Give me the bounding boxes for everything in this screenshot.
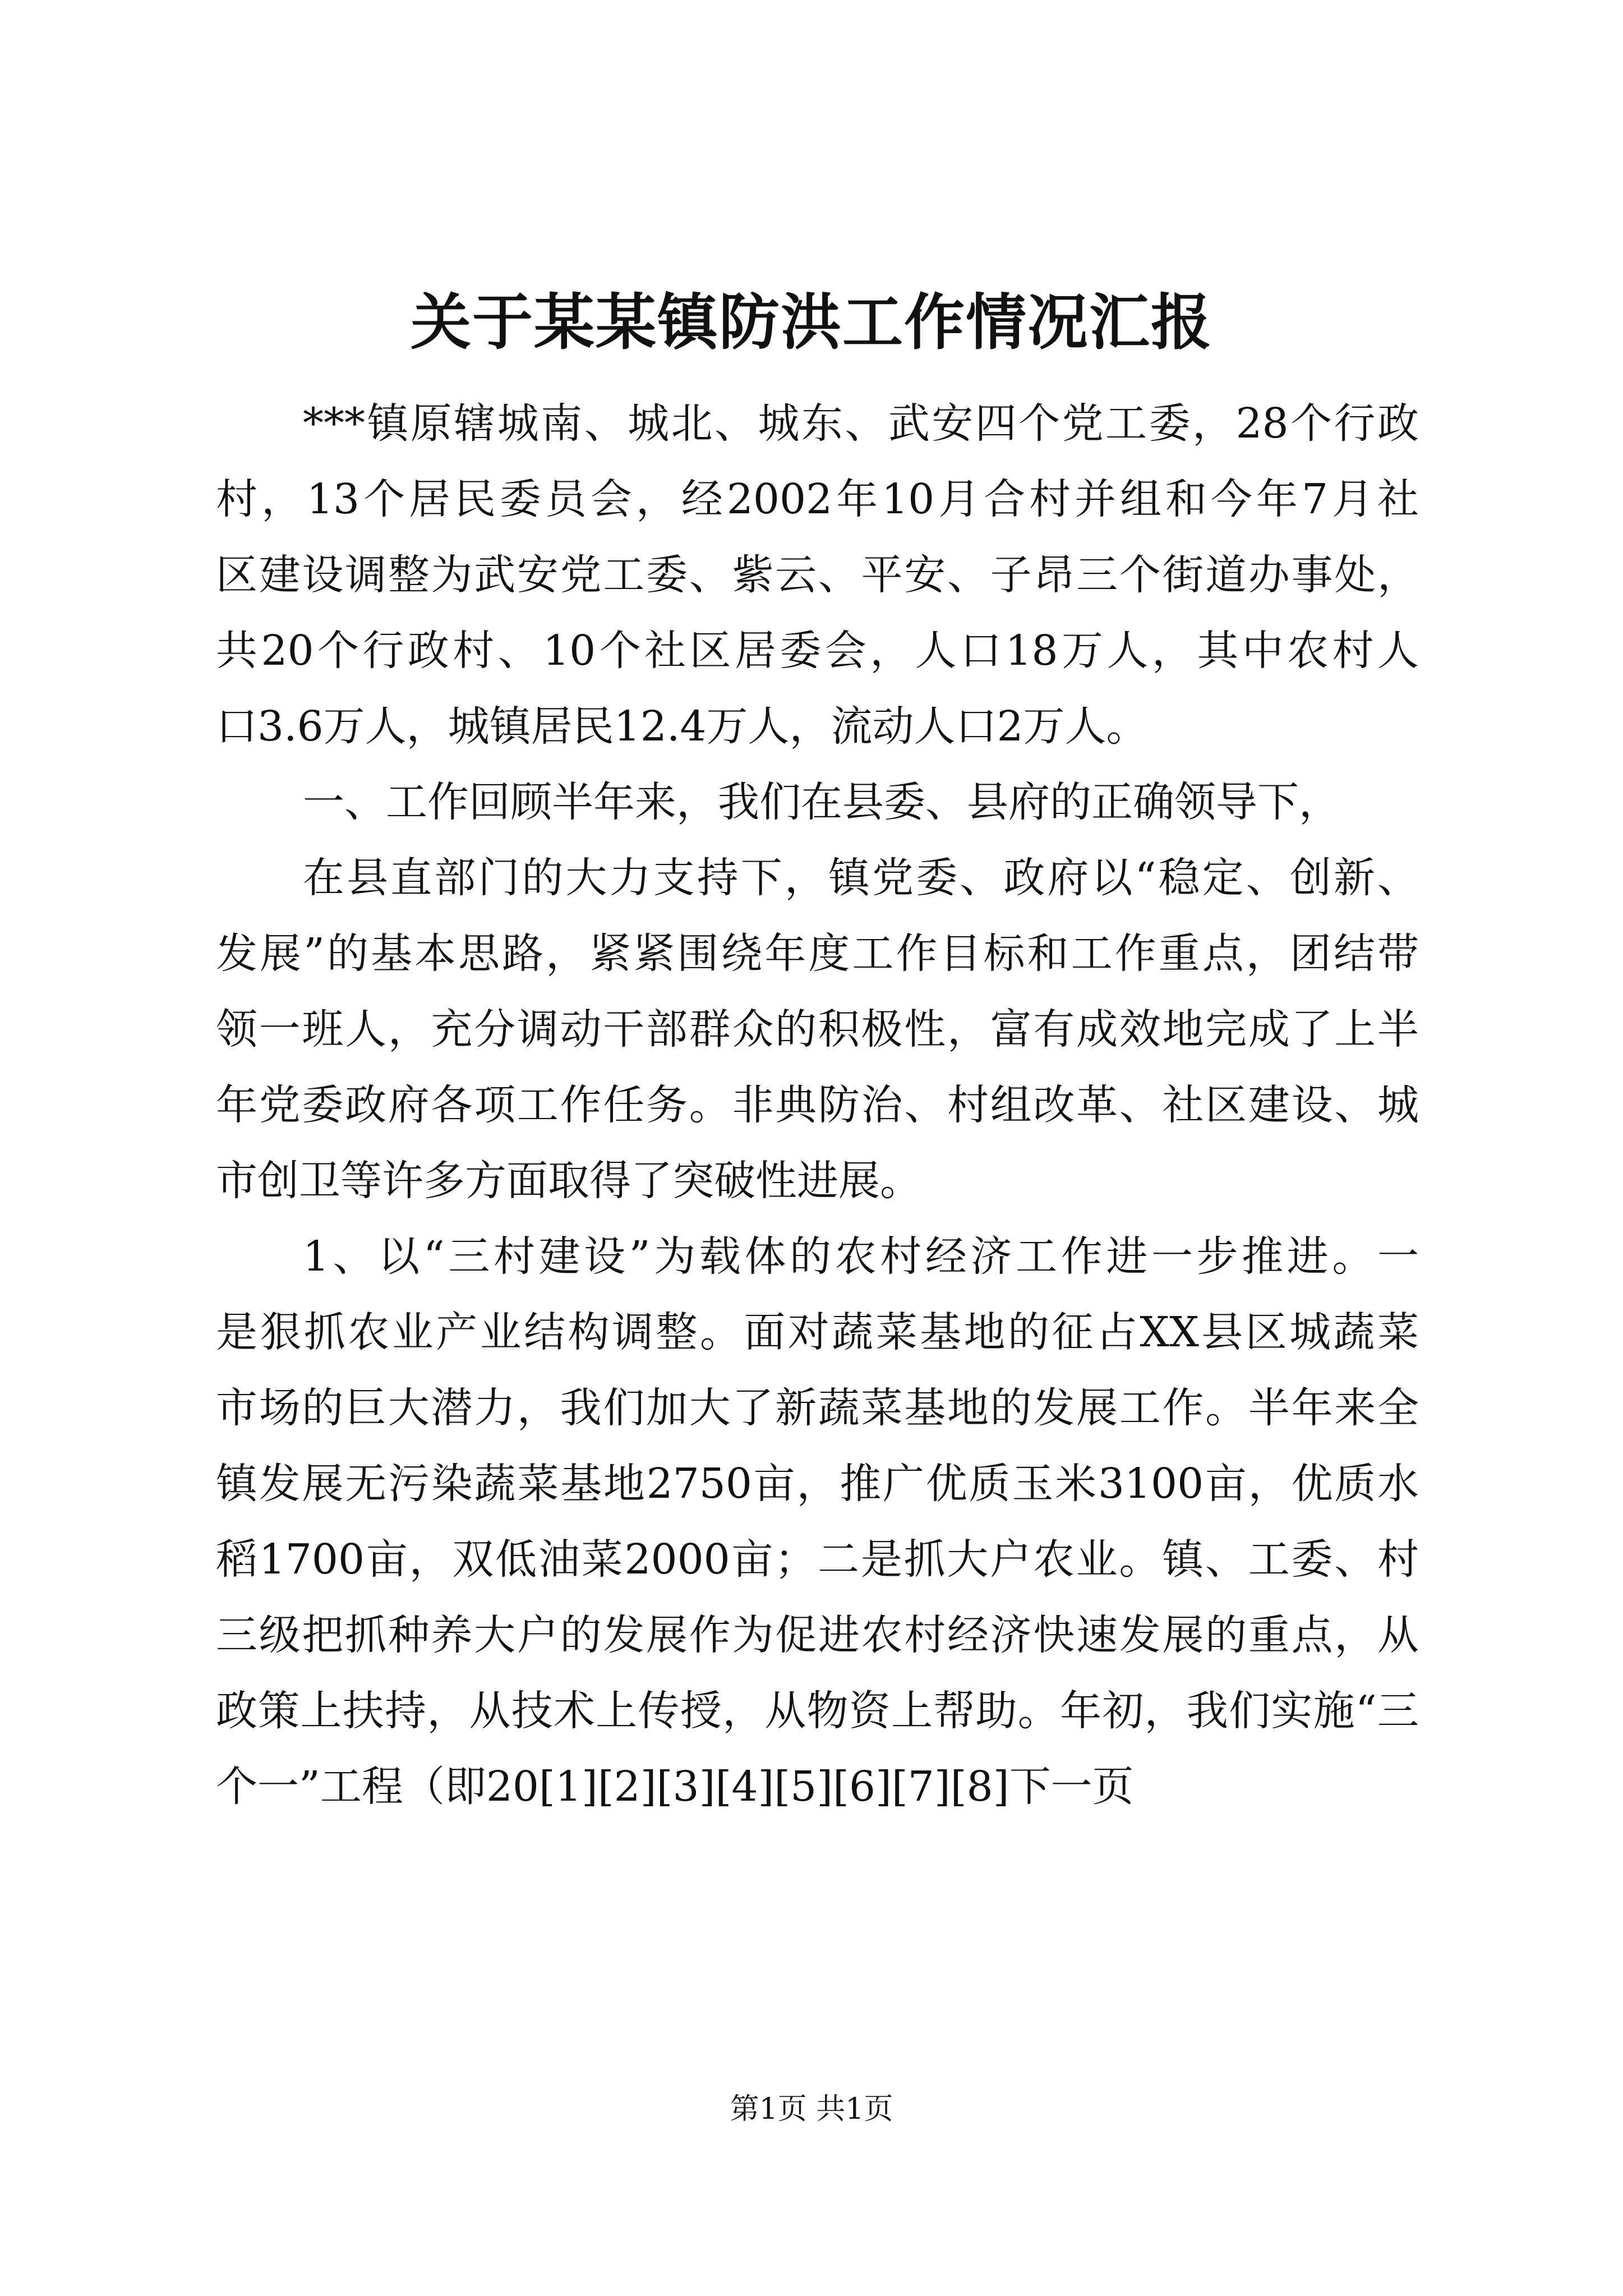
text-line: 在县直部门的大力支持下，镇党委、政府以“稳定、创新、 bbox=[303, 854, 1419, 902]
text-line: 领一班人，充分调动干部群众的积极性，富有成效地完成了上半 bbox=[216, 1005, 1419, 1053]
text-line: 年党委政府各项工作任务。非典防治、村组改革、社区建设、城 bbox=[216, 1081, 1419, 1129]
text-line: 三级把抓种养大户的发展作为促进农村经济快速发展的重点，从 bbox=[216, 1611, 1419, 1659]
text-line: 市场的巨大潜力，我们加大了新蔬菜基地的发展工作。半年来全 bbox=[216, 1384, 1419, 1432]
text-line: ***镇原辖城南、城北、城东、武安四个党工委，28个行政 bbox=[303, 399, 1419, 448]
text-line: 共20个行政村、10个社区居委会，人口18万人，其中农村人 bbox=[216, 627, 1419, 675]
text-line: 是狠抓农业产业结构调整。面对蔬菜基地的征占XX县区城蔬菜 bbox=[216, 1308, 1419, 1356]
text-line: 口3.6万人，城镇居民12.4万人，流动人口2万人。 bbox=[216, 702, 1148, 751]
page-number-footer: 第1页 共1页 bbox=[730, 2092, 893, 2126]
text-line: 村，13个居民委员会，经2002年10月合村并组和今年7月社 bbox=[216, 475, 1419, 523]
text-line: 镇发展无污染蔬菜基地2750亩，推广优质玉米3100亩，优质水 bbox=[216, 1460, 1419, 1508]
document-title: 关于某某镇防洪工作情况汇报 bbox=[410, 287, 1212, 358]
text-line: 稻1700亩，双低油菜2000亩；二是抓大户农业。镇、工委、村 bbox=[216, 1535, 1419, 1584]
text-line: 一、工作回顾半年来，我们在县委、县府的正确领导下， bbox=[303, 778, 1340, 826]
text-line: 发展”的基本思路，紧紧围绕年度工作目标和工作重点，团结带 bbox=[216, 930, 1419, 978]
text-line: 个一”工程（即20[1][2][3][4][5][6][7][8]下一页 bbox=[216, 1763, 1134, 1811]
text-line: 1、以“三村建设”为载体的农村经济工作进一步推进。一 bbox=[303, 1232, 1419, 1281]
text-line: 区建设调整为武安党工委、紫云、平安、子昂三个街道办事处， bbox=[216, 551, 1419, 599]
text-line: 政策上扶持，从技术上传授，从物资上帮助。年初，我们实施“三 bbox=[216, 1687, 1419, 1735]
text-line: 市创卫等许多方面取得了突破性进展。 bbox=[216, 1157, 921, 1205]
